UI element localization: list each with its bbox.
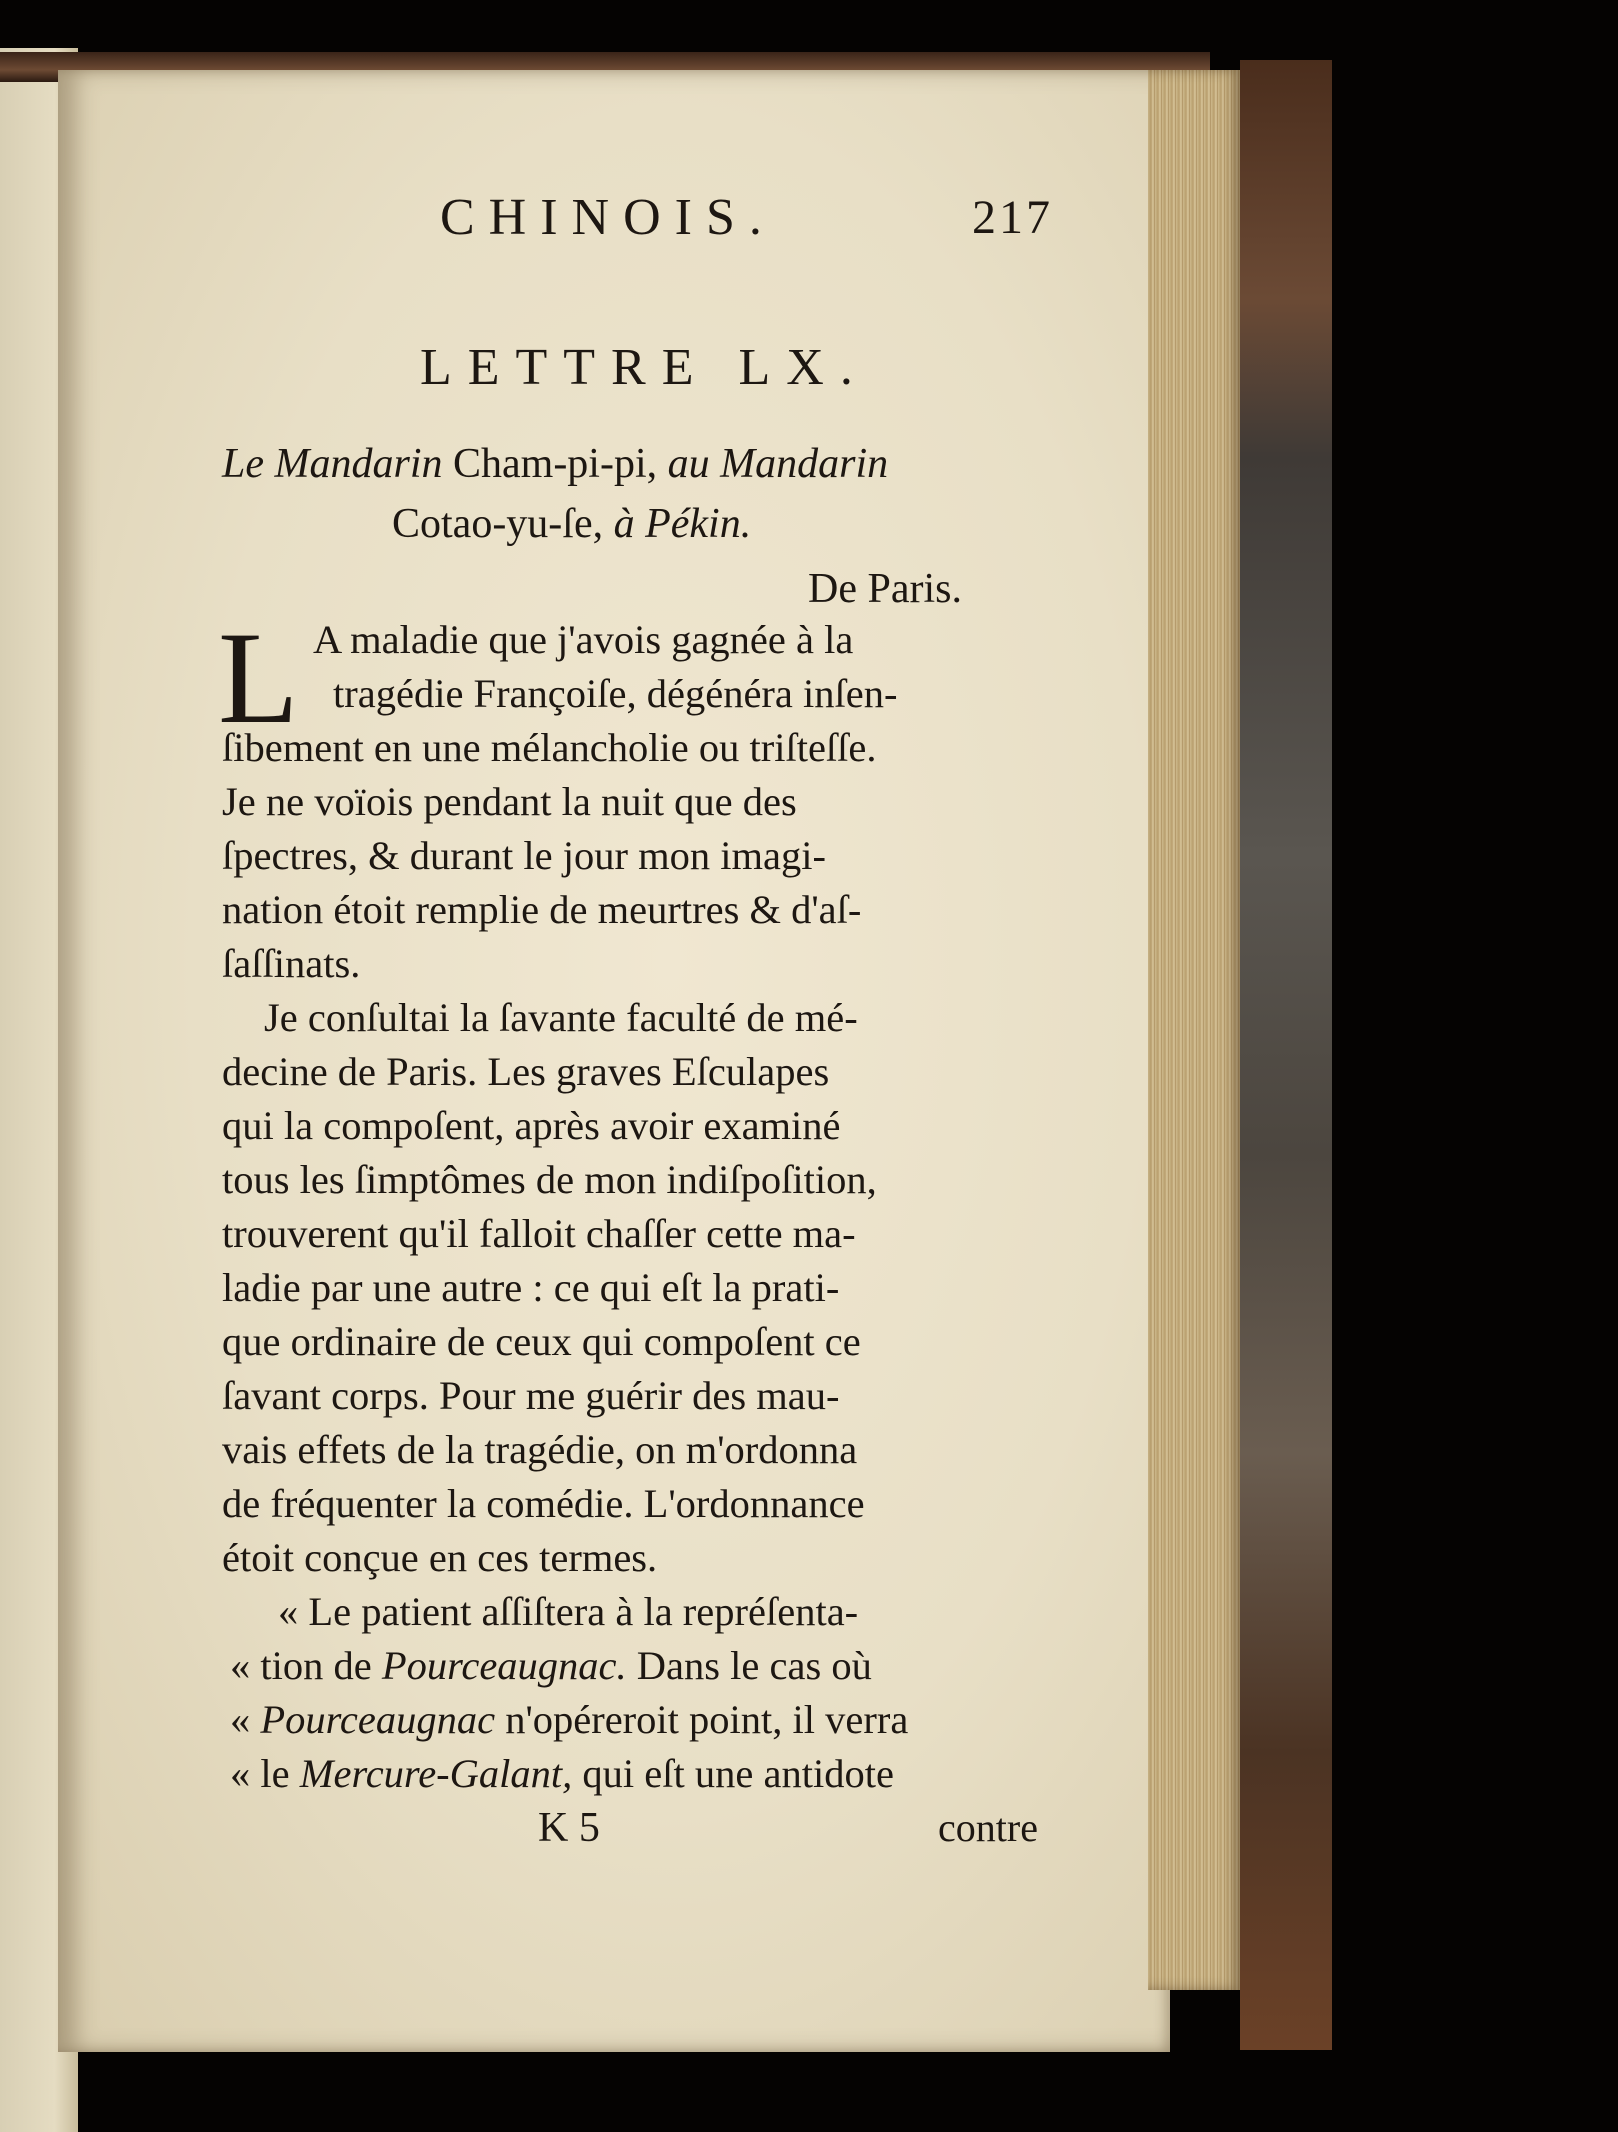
heading-italic-1: Le Mandarin bbox=[222, 441, 443, 487]
letter-heading-line-1 bbox=[222, 440, 888, 488]
body-line bbox=[230, 1696, 908, 1743]
line-text: n'opéreroit point, il verra bbox=[495, 1697, 909, 1742]
book-cover-edge bbox=[1240, 60, 1332, 2050]
drop-cap: L bbox=[218, 604, 299, 751]
line-text: « le bbox=[230, 1751, 300, 1796]
page-number: 217 bbox=[972, 191, 1053, 244]
body-line: trouverent qu'il falloit chaſſer cette ma- bbox=[222, 1211, 856, 1256]
body-line: ſpectres, & durant le jour mon imagi- bbox=[222, 833, 826, 878]
body-line: de fréquenter la comédie. L'ordonnance bbox=[222, 1481, 865, 1526]
body-line: que ordinaire de ceux qui compoſent ce bbox=[222, 1319, 861, 1364]
body-line: étoit conçue en ces termes. bbox=[222, 1535, 658, 1580]
italic-title: Pourceaugnac bbox=[260, 1697, 496, 1742]
body-line: vais effets de la tragédie, on m'ordonna bbox=[222, 1427, 858, 1472]
body-line: ladie par une autre : ce qui eſt la prati- bbox=[222, 1265, 840, 1310]
heading-italic-2: au Mandarin bbox=[667, 441, 889, 487]
body-line: « Le patient aſſiſtera à la repréſenta- bbox=[278, 1589, 859, 1634]
running-title: CHINOIS. bbox=[440, 189, 776, 246]
letter-heading-line-2 bbox=[392, 500, 751, 548]
heading-name-1: Cham-pi-pi, bbox=[442, 441, 668, 487]
italic-title: Mercure-Galant, bbox=[299, 1751, 573, 1796]
line-text: « tion de bbox=[230, 1643, 382, 1688]
body-line: A maladie que j'avois gagnée à la bbox=[313, 617, 854, 662]
heading-name-2: Cotao-yu-ſe, bbox=[392, 501, 614, 547]
signature-mark: K 5 bbox=[538, 1805, 600, 1851]
italic-title: Pourceaugnac. bbox=[381, 1643, 627, 1688]
body-line: qui la compoſent, après avoir examiné bbox=[222, 1103, 841, 1148]
body-line: ſaſſinats. bbox=[222, 941, 361, 986]
catchword: contre bbox=[938, 1805, 1038, 1850]
body-line: Je conſultai la ſavante faculté de mé- bbox=[264, 995, 858, 1040]
body-line: tragédie Françoiſe, dégénéra inſen- bbox=[333, 671, 898, 716]
body-line: tous les ſimptômes de mon indiſpoſition, bbox=[222, 1157, 877, 1202]
body-line-last bbox=[230, 1750, 894, 1797]
page-fore-edge bbox=[1148, 70, 1242, 1990]
letter-title: LETTRE LX. bbox=[420, 339, 869, 396]
heading-italic-3: à Pékin. bbox=[613, 501, 752, 547]
line-text: qui eſt une antidote bbox=[572, 1751, 894, 1796]
line-text: « bbox=[230, 1697, 261, 1742]
line-text: Dans le cas où bbox=[626, 1643, 872, 1688]
body-line: ſibement en une mélancholie ou triſteſſe. bbox=[222, 725, 877, 770]
body-line: ſavant corps. Pour me guérir des mau- bbox=[222, 1373, 840, 1418]
body-line: nation étoit remplie de meurtres & d'aſ- bbox=[222, 887, 862, 932]
body-line: decine de Paris. Les graves Eſculapes bbox=[222, 1049, 830, 1094]
body-line: Je ne voïois pendant la nuit que des bbox=[222, 779, 797, 824]
dateline: De Paris. bbox=[808, 566, 962, 612]
body-line bbox=[230, 1642, 872, 1689]
